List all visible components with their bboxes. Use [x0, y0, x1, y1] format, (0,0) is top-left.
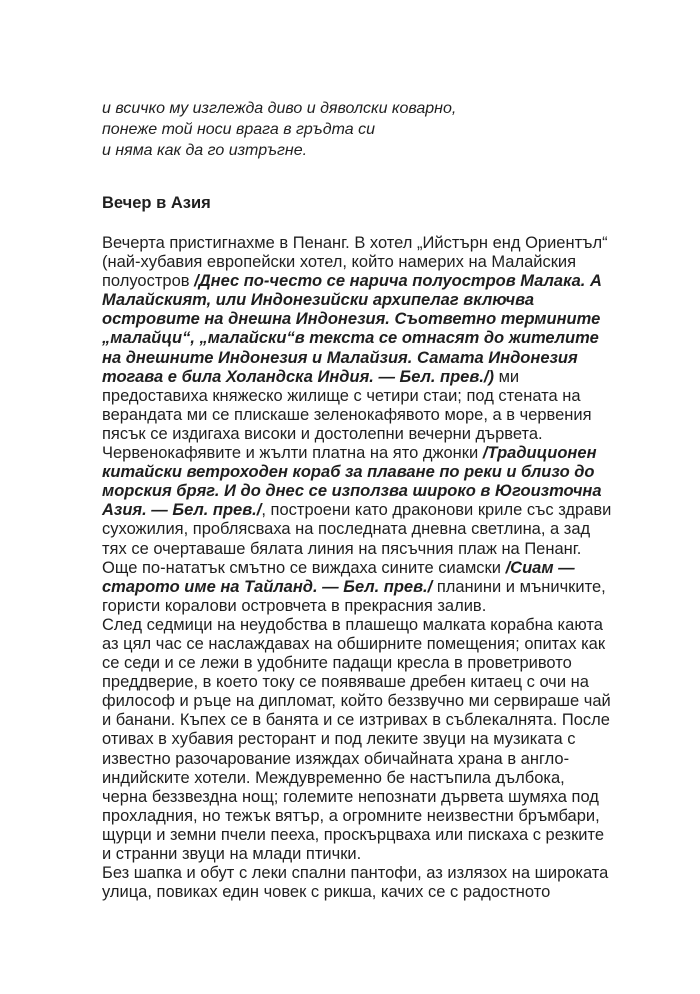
body-line	[102, 234, 622, 253]
verse-line: понеже той носи врага в гръдта си	[102, 121, 375, 138]
body-text-span: предоставиха княжеско жилище с четири стаи; под стената на	[102, 386, 581, 405]
body-text-span: Без шапка и обут с леки спални пантофи, аз излязох на широката	[102, 864, 609, 883]
body-text-span: известно разочарование изяждах обичайната храна в англо-	[102, 749, 570, 768]
body-line	[102, 807, 622, 826]
body-text-span: Червенокафявите и жълти платна на ято джонки	[102, 444, 483, 463]
translator-note: /Сиам —	[505, 558, 575, 577]
translator-note: /Днес по-често се нарича полуостров Малака. А	[194, 272, 602, 291]
body-line	[102, 883, 622, 902]
body-text-span: отивах в хубавия ресторант и под леките звуци на музиката с	[102, 730, 576, 749]
body-line	[102, 788, 622, 807]
body-text-span: прохладния, но тежък вятър, а огромните неизвестни бръмбари,	[102, 806, 600, 825]
body-line	[102, 272, 622, 291]
translator-note: морския бряг. И до днес се използва широко в Югоизточна	[102, 482, 602, 501]
translator-note: Азия. — Бел. прев./	[102, 501, 262, 520]
body-text-span: и странни звуци на млади птички.	[102, 845, 362, 863]
translator-note: китайски ветроходен кораб за плаване по реки и близо до	[102, 463, 595, 482]
translator-note: „малайци“, „малайски“в текста се отнасят до жителите	[102, 329, 599, 348]
body-line	[102, 597, 622, 616]
verse-block	[102, 98, 456, 161]
body-text-span: Вечерта пристигнахме в Пенанг. В хотел „Ийстърн енд Ориентъл“	[102, 234, 608, 252]
body-text-span: философ и ръце на дипломат, който беззвучно ми сервираше чай	[102, 692, 611, 711]
body-text-span: гористи коралови островчета в прекрасния залив.	[102, 596, 487, 615]
body-line	[102, 635, 622, 654]
body-text-span: и банани. Къпех се в банята и се изтривах в съблекалнята. После	[102, 711, 610, 730]
body-line	[102, 310, 622, 329]
body-text-span: След седмици на неудобства в плашещо малката корабна каюта	[102, 615, 603, 634]
verse-line: и няма как да го изтръгне.	[102, 142, 308, 159]
body-line	[102, 253, 622, 272]
body-text-span: верандата ми се плискаше зеленокафявото море, а в червения	[102, 405, 592, 424]
body-text-span: ми	[494, 367, 520, 386]
chapter-heading: Вечер в Азия	[102, 194, 211, 212]
body-text-span: , построени като драконови криле със здрави	[261, 501, 612, 520]
body-line	[102, 673, 622, 692]
body-text-span: тях се очертаваше бялата линия на пясъчния плаж на Пенанг.	[102, 539, 582, 558]
body-line	[102, 425, 622, 444]
body-line	[102, 559, 622, 578]
body-text-span: се седи и се лежи в удобните падащи кресла в проветривото	[102, 654, 572, 673]
body-line	[102, 501, 622, 520]
body-line	[102, 482, 622, 501]
body-text-span: черна беззвездна нощ; големите непознати дървета шумяха под	[102, 787, 599, 806]
body-line	[102, 540, 622, 559]
body-line	[102, 711, 622, 730]
body-line	[102, 826, 622, 845]
body-text	[102, 234, 622, 902]
body-text-span: Още по-нататък смътно се виждаха сините сиамски	[102, 558, 506, 577]
body-line	[102, 387, 622, 406]
body-line	[102, 329, 622, 348]
translator-note: островите на днешна Индонезия. Съответно термините	[102, 310, 601, 329]
body-text-span: планини и мъничките,	[432, 577, 606, 596]
body-text-span: улица, повиках един човек с рикша, качих се с радостното	[102, 883, 551, 902]
body-text-span: сухожилия, проблясваха на последната дневна светлина, а зад	[102, 520, 591, 539]
body-line	[102, 769, 622, 788]
body-line	[102, 349, 622, 368]
translator-note: старото име на Тайланд. — Бел. прев./	[102, 577, 433, 596]
body-text-span: преддверие, в което току се появяваше дребен китаец с очи на	[102, 673, 589, 692]
body-line	[102, 444, 622, 463]
body-line	[102, 520, 622, 539]
body-text-span: пясък се издигаха високи и достолепни вечерни дървета.	[102, 424, 543, 443]
body-text-span: индийските хотели. Междувременно бе настъпила дълбока,	[102, 768, 565, 787]
body-line	[102, 368, 622, 387]
body-line	[102, 864, 622, 883]
body-line	[102, 750, 622, 769]
body-text-span: (най-хубавия европейски хотел, който намерих на Малайския	[102, 253, 577, 272]
translator-note: на днешните Индонезия и Малайзия. Самата Индонезия	[102, 348, 578, 367]
body-line	[102, 730, 622, 749]
body-line	[102, 578, 622, 597]
body-text-span: щурци и земни пчели пееха, проскърцваха или пискаха с резките	[102, 825, 605, 844]
body-text-span: аз цял час се наслаждавах на обширните помещения; опитах как	[102, 634, 606, 653]
body-text-span: полуостров	[102, 272, 195, 291]
verse-line: и всичко му изглежда диво и дяволски коварно,	[102, 100, 457, 117]
body-line	[102, 463, 622, 482]
body-line	[102, 616, 622, 635]
body-line	[102, 406, 622, 425]
body-line	[102, 845, 622, 864]
translator-note: /Традиционен	[482, 444, 597, 463]
translator-note: Малайският, или Индонезийски архипелаг включва	[102, 291, 535, 310]
body-line	[102, 291, 622, 310]
body-line	[102, 654, 622, 673]
translator-note: тогава е била Холандска Индия. — Бел. прев./)	[102, 367, 494, 386]
body-line	[102, 692, 622, 711]
